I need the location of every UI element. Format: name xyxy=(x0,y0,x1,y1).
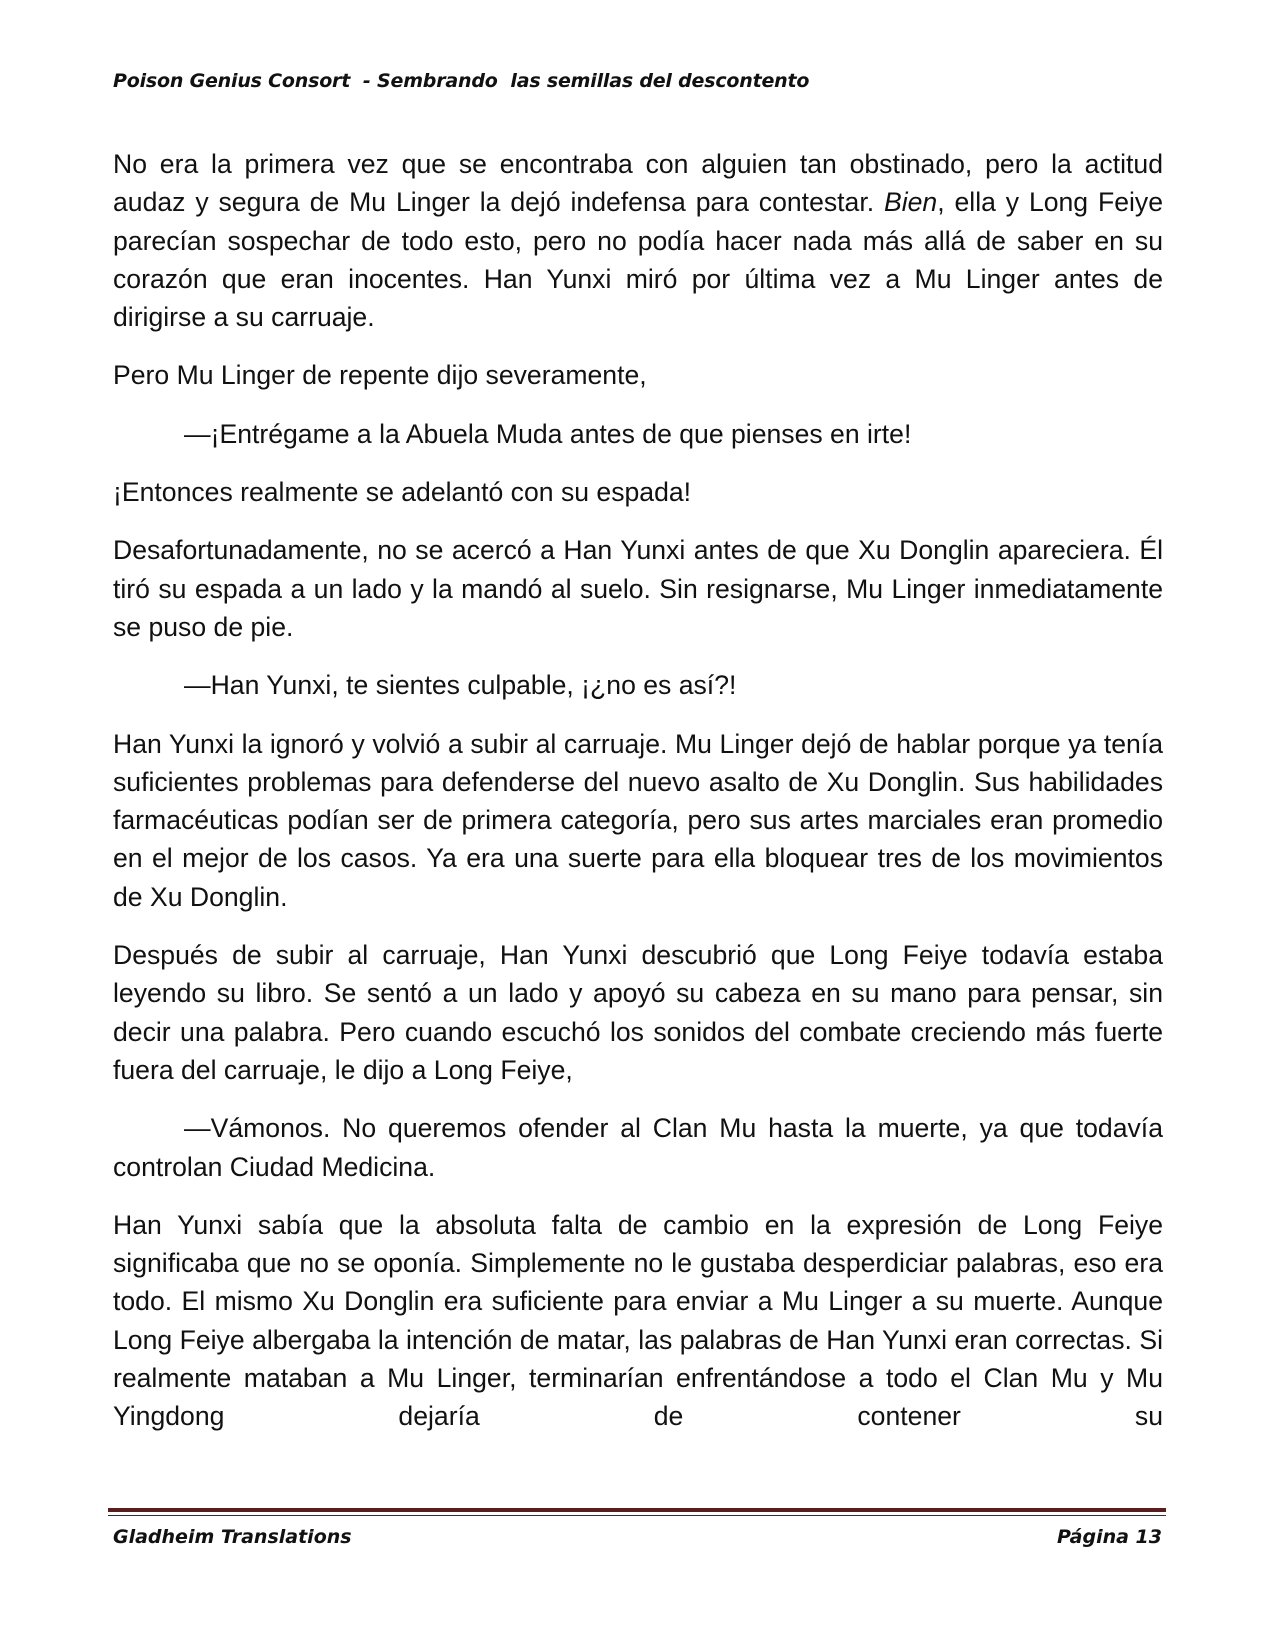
paragraph-2: Pero Mu Linger de repente dijo severamente, xyxy=(113,360,647,391)
paragraph-8: Después de subir al carruaje, Han Yunxi descubrió que Long Feiye todavía estaba leyendo su libro. Se sentó a un lado y apoyó su cabeza en su mano para pensar, sin decir una palabra. Pero cuando escuchó los sonidos del combate creciendo más fuerte fuera del carruaje, le dijo a Long Feiye, xyxy=(113,940,1163,1085)
footer-rule xyxy=(108,1508,1166,1512)
italic-word: Bien xyxy=(884,187,938,218)
paragraph-1-start: No era la primera vez que se encontraba con alguien tan obstinado, pero la actitud audaz y segura de Mu Linger la dejó indefensa para contestar. xyxy=(113,149,1163,218)
paragraph-1-end: , ella y Long Feiye parecían sospechar de todo esto, pero no podía hacer nada más allá de saber en su corazón que eran inocentes. Han Yunxi miró por última vez a Mu Linger antes de dirigirse a su carruaje. xyxy=(113,187,1164,333)
footer-page-number: Página 13 xyxy=(1056,1526,1162,1548)
paragraph-7: Han Yunxi la ignoró y volvió a subir al carruaje. Mu Linger dejó de hablar porque ya tenía suficientes problemas para defenderse del nuevo asalto de Xu Donglin. Sus habilidades farmacéuticas podían ser de primera categoría, pero sus artes marciales eran promedio en el mejor de los casos. Ya era una suerte para ella bloquear tres de los movimientos de Xu Donglin. xyxy=(113,728,1163,912)
paragraph-5: Desafortunadamente, no se acercó a Han Yunxi antes de que Xu Donglin apareciera. Él tiró su espada a un lado y la mandó al suelo. Sin resignarse, Mu Linger inmediatamente se puso de pie. xyxy=(113,535,1163,642)
dialogue-2: —Han Yunxi, te sientes culpable, ¡¿no es así?! xyxy=(184,670,737,701)
body-text xyxy=(113,145,1163,1436)
dialogue-1: —¡Entrégame a la Abuela Muda antes de que pienses en irte! xyxy=(184,418,912,449)
paragraph-10: Han Yunxi sabía que la absoluta falta de cambio en la expresión de Long Feiye significaba que no se oponía. Simplemente no le gustaba desperdiciar palabras, eso era todo. El mismo Xu Donglin era suficiente para enviar a Mu Linger a su muerte. Aunque Long Feiye albergaba la intención de matar, las palabras de Han Yunxi eran correctas. Si realmente mataban a Mu Linger, terminarían enfrentándose a todo el Clan Mu y Mu Yingdong dejaría de contener su xyxy=(113,1209,1163,1432)
footer-rule-thin xyxy=(108,1515,1166,1516)
paragraph-1 xyxy=(113,145,1163,336)
dialogue-3: —Vámonos. No queremos ofender al Clan Mu hasta la muerte, ya que todavía controlan Ciudad Medicina. xyxy=(113,1113,1163,1182)
paragraph-4: ¡Entonces realmente se adelantó con su espada! xyxy=(113,477,692,508)
running-header: Poison Genius Consort - Sembrando las semillas del descontento xyxy=(113,70,810,92)
footer-translator: Gladheim Translations xyxy=(113,1526,352,1548)
